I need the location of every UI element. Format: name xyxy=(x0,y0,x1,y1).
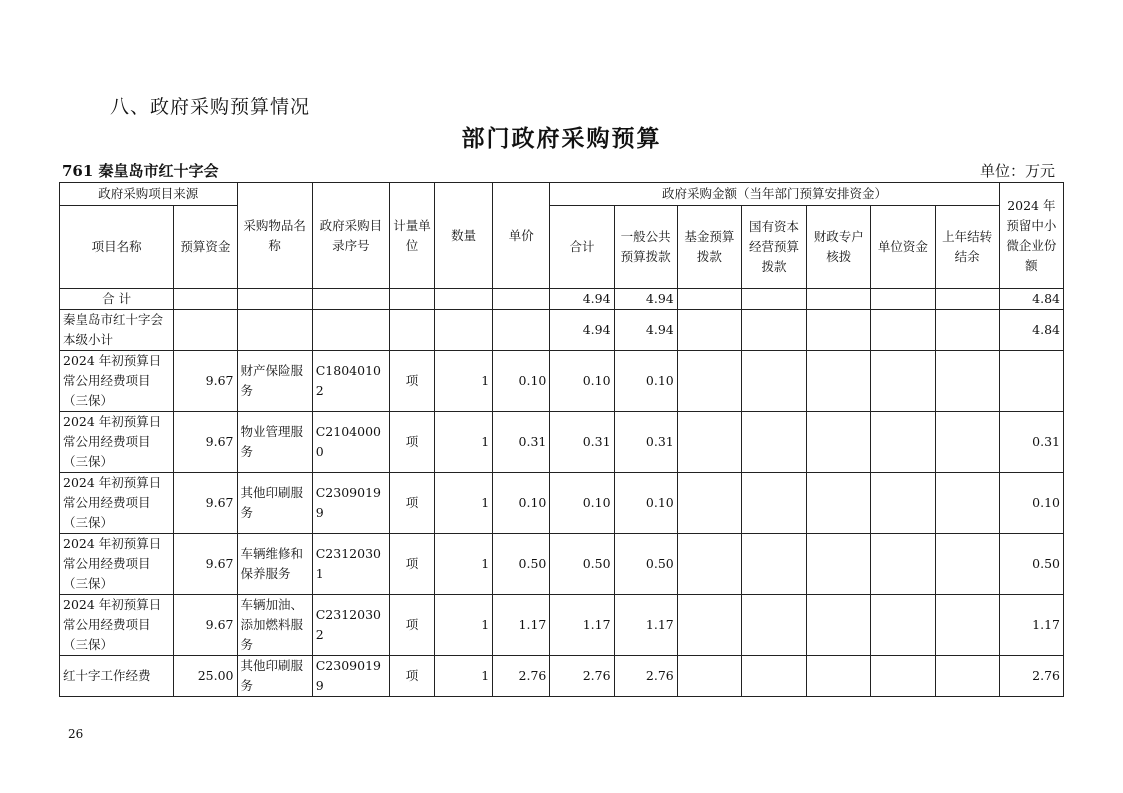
project-name: 2024 年初预算日常公用经费项目（三保） xyxy=(60,595,174,656)
catalog-no: C23120302 xyxy=(312,595,389,656)
catalog-no: C23120301 xyxy=(312,534,389,595)
budget-fund: 9.67 xyxy=(174,351,237,412)
amount-total: 2.76 xyxy=(550,656,614,697)
general-budget: 2.76 xyxy=(614,656,677,697)
header-unit: 计量单位 xyxy=(389,183,434,289)
header-sme: 2024 年预留中小微企业份额 xyxy=(999,183,1063,289)
subtotal-amount: 4.94 xyxy=(550,310,614,351)
header-fund-budget: 基金预算拨款 xyxy=(677,206,741,289)
catalog-no: C21040000 xyxy=(312,412,389,473)
budget-fund: 9.67 xyxy=(174,473,237,534)
general-budget: 1.17 xyxy=(614,595,677,656)
total-amount: 4.94 xyxy=(550,289,614,310)
amount-total: 0.10 xyxy=(550,473,614,534)
amount-total: 0.31 xyxy=(550,412,614,473)
section-title: 八、政府采购预算情况 xyxy=(110,96,311,118)
unit: 项 xyxy=(389,595,434,656)
sme-share xyxy=(999,351,1063,412)
header-state-capital: 国有资本经营预算拨款 xyxy=(741,206,806,289)
item-name: 车辆维修和保养服务 xyxy=(237,534,312,595)
subtotal-sme: 4.84 xyxy=(999,310,1063,351)
unit: 项 xyxy=(389,412,434,473)
unit-price: 1.17 xyxy=(493,595,550,656)
header-fiscal-special: 财政专户核拨 xyxy=(807,206,871,289)
sme-share: 0.10 xyxy=(999,473,1063,534)
amount-total: 0.50 xyxy=(550,534,614,595)
header-quantity: 数量 xyxy=(435,183,493,289)
unit-price: 0.10 xyxy=(493,473,550,534)
sme-share: 0.50 xyxy=(999,534,1063,595)
header-project-name: 项目名称 xyxy=(60,206,174,289)
header-unit-fund: 单位资金 xyxy=(871,206,935,289)
quantity: 1 xyxy=(435,473,493,534)
budget-fund: 9.67 xyxy=(174,595,237,656)
unit-price: 0.31 xyxy=(493,412,550,473)
header-unit-price: 单价 xyxy=(493,183,550,289)
unit: 项 xyxy=(389,656,434,697)
sme-share: 0.31 xyxy=(999,412,1063,473)
general-budget: 0.50 xyxy=(614,534,677,595)
quantity: 1 xyxy=(435,595,493,656)
table-row xyxy=(60,656,1064,697)
subtotal-general-budget: 4.94 xyxy=(614,310,677,351)
unit: 项 xyxy=(389,534,434,595)
total-general-budget: 4.94 xyxy=(614,289,677,310)
total-row xyxy=(60,289,1064,310)
project-name: 红十字工作经费 xyxy=(60,656,174,697)
header-total: 合计 xyxy=(550,206,614,289)
unit-price: 0.10 xyxy=(493,351,550,412)
catalog-no: C18040102 xyxy=(312,351,389,412)
org-name: 761 秦皇岛市红十字会 xyxy=(62,162,219,180)
budget-fund: 9.67 xyxy=(174,412,237,473)
project-name: 2024 年初预算日常公用经费项目（三保） xyxy=(60,473,174,534)
quantity: 1 xyxy=(435,351,493,412)
amount-total: 1.17 xyxy=(550,595,614,656)
quantity: 1 xyxy=(435,656,493,697)
sme-share: 2.76 xyxy=(999,656,1063,697)
header-amount: 政府采购金额（当年部门预算安排资金） xyxy=(550,183,999,206)
header-source: 政府采购项目来源 xyxy=(60,183,238,206)
unit-label: 单位：万元 xyxy=(979,162,1055,180)
subtotal-row xyxy=(60,310,1064,351)
catalog-no: C23090199 xyxy=(312,656,389,697)
page-title: 部门政府采购预算 xyxy=(461,125,662,152)
header-carryover: 上年结转结余 xyxy=(935,206,999,289)
item-name: 车辆加油、添加燃料服务 xyxy=(237,595,312,656)
procurement-table xyxy=(59,182,1064,697)
project-name: 2024 年初预算日常公用经费项目（三保） xyxy=(60,534,174,595)
subtotal-label: 秦皇岛市红十字会本级小计 xyxy=(60,310,174,351)
amount-total: 0.10 xyxy=(550,351,614,412)
item-name: 物业管理服务 xyxy=(237,412,312,473)
table-row xyxy=(60,595,1064,656)
quantity: 1 xyxy=(435,412,493,473)
unit-price: 0.50 xyxy=(493,534,550,595)
total-label: 合 计 xyxy=(60,289,174,310)
unit: 项 xyxy=(389,473,434,534)
general-budget: 0.31 xyxy=(614,412,677,473)
header-item-name: 采购物品名称 xyxy=(237,183,312,289)
page-number: 26 xyxy=(68,727,84,741)
table-row xyxy=(60,412,1064,473)
table-row xyxy=(60,534,1064,595)
unit: 项 xyxy=(389,351,434,412)
header-catalog-no: 政府采购目录序号 xyxy=(312,183,389,289)
header-budget-fund: 预算资金 xyxy=(174,206,237,289)
total-sme: 4.84 xyxy=(999,289,1063,310)
table-row xyxy=(60,351,1064,412)
general-budget: 0.10 xyxy=(614,473,677,534)
project-name: 2024 年初预算日常公用经费项目（三保） xyxy=(60,351,174,412)
quantity: 1 xyxy=(435,534,493,595)
header-general-budget: 一般公共预算拨款 xyxy=(614,206,677,289)
budget-fund: 9.67 xyxy=(174,534,237,595)
general-budget: 0.10 xyxy=(614,351,677,412)
catalog-no: C23090199 xyxy=(312,473,389,534)
item-name: 财产保险服务 xyxy=(237,351,312,412)
sme-share: 1.17 xyxy=(999,595,1063,656)
item-name: 其他印刷服务 xyxy=(237,473,312,534)
item-name: 其他印刷服务 xyxy=(237,656,312,697)
project-name: 2024 年初预算日常公用经费项目（三保） xyxy=(60,412,174,473)
table-row xyxy=(60,473,1064,534)
budget-fund: 25.00 xyxy=(174,656,237,697)
unit-price: 2.76 xyxy=(493,656,550,697)
